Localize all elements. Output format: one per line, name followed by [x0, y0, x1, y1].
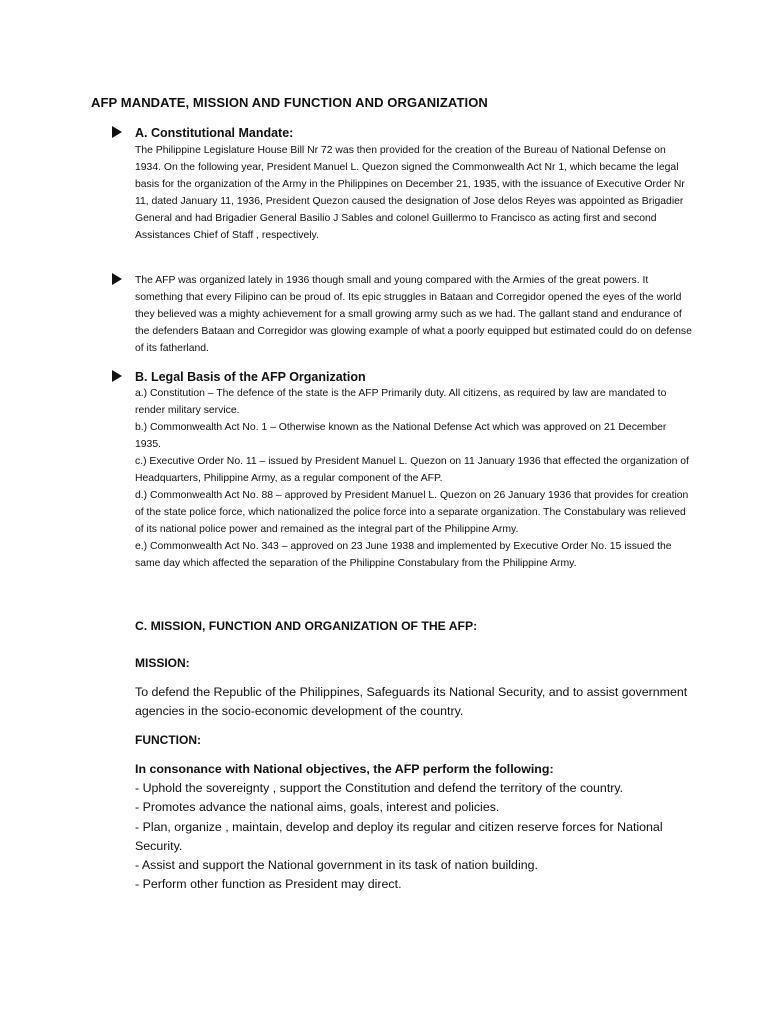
- bullet-arrow-icon: [112, 126, 122, 138]
- section-a-paragraph: The Philippine Legislature House Bill Nr 72 was then provided for the creation of the Bureau of National Defense on 1934. On the following year, President Manuel L. Quezon signed the Commonwealth Act Nr 1, which became the legal basis for the organization of the Army in the Philippines on December 21, 1935, with the issuance of Executive Order Nr 11, dated January 11, 1936, President Quezon caused the designation of Jose delos Reyes was appointed as Brigadier General and had Brigadier General Basilio J Sables and colonel Guillermo to Francisco as acting first and second Assistances Chief of Staff , respectively.: [135, 145, 685, 241]
- legal-basis-item: b.) Commonwealth Act No. 1 – Otherwise known as the National Defense Act which was approved on 21 December 1935.: [135, 422, 667, 450]
- function-item: - Plan, organize , maintain, develop and deploy its regular and citizen reserve forces for National Security.: [135, 819, 663, 853]
- legal-basis-item: e.) Commonwealth Act No. 343 – approved on 23 June 1938 and implemented by Executive Order No. 15 issued the same day which affected the separation of the Philippine Constabulary from the Philippine Army.: [135, 541, 672, 569]
- function-item: - Perform other function as President may direct.: [135, 877, 402, 892]
- section-afp-history: [112, 272, 692, 357]
- function-intro: In consonance with National objectives, the AFP perform the following:: [135, 762, 554, 776]
- bullet-arrow-icon: [112, 370, 122, 382]
- legal-basis-item: a.) Constitution – The defence of the state is the AFP Primarily duty. All citizens, as required by law are mandated to render military service.: [135, 388, 667, 416]
- function-item: - Assist and support the National government in its task of nation building.: [135, 858, 538, 873]
- afp-history-paragraph: The AFP was organized lately in 1936 though small and young compared with the Armies of the great powers. It something that every Filipino can be proud of. Its epic struggles in Bataan and Corregidor opened the eyes of the world they believed was a mighty achievement for a small growing army such as we had. The gallant stand and endurance of the defenders Bataan and Corregidor was glowing example of what a poorly equipped but estimated could do on defense of its fatherland.: [135, 275, 692, 354]
- mission-label: MISSION:: [135, 656, 190, 670]
- function-item: - Uphold the sovereignty , support the Constitution and defend the territory of the country.: [135, 781, 624, 796]
- mission-text: To defend the Republic of the Philippines, Safeguards its National Security, and to assist government agencies in the socio-economic development of the country.: [135, 685, 688, 719]
- section-b-heading: B. Legal Basis of the AFP Organization: [135, 370, 366, 384]
- function-block: [135, 760, 695, 894]
- legal-basis-item: c.) Executive Order No. 11 – issued by President Manuel L. Quezon on 11 January 1936 that effected the organization of Headquarters, Philippine Army, as a regular component of the AFP.: [135, 456, 689, 484]
- section-c-heading: C. MISSION, FUNCTION AND ORGANIZATION OF THE AFP:: [135, 619, 478, 633]
- function-list: [135, 779, 695, 894]
- legal-basis-item: d.) Commonwealth Act No. 88 – approved by President Manuel L. Quezon on 26 January 1936 that provides for creation of the state police force, which nationalized the police force into a separate organization. The Constabulary was relieved of its national police power and remained as the integral part of the Philippine Army.: [135, 490, 689, 535]
- document-title: AFP MANDATE, MISSION AND FUNCTION AND ORGANIZATION: [91, 95, 488, 110]
- function-item: - Promotes advance the national aims, goals, interest and policies.: [135, 800, 500, 815]
- bullet-arrow-icon: [112, 273, 122, 285]
- section-constitutional-mandate: [112, 125, 692, 244]
- section-a-heading: A. Constitutional Mandate:: [135, 126, 294, 140]
- legal-basis-list: [135, 385, 692, 572]
- section-legal-basis: [112, 369, 692, 572]
- function-label: FUNCTION:: [135, 733, 201, 747]
